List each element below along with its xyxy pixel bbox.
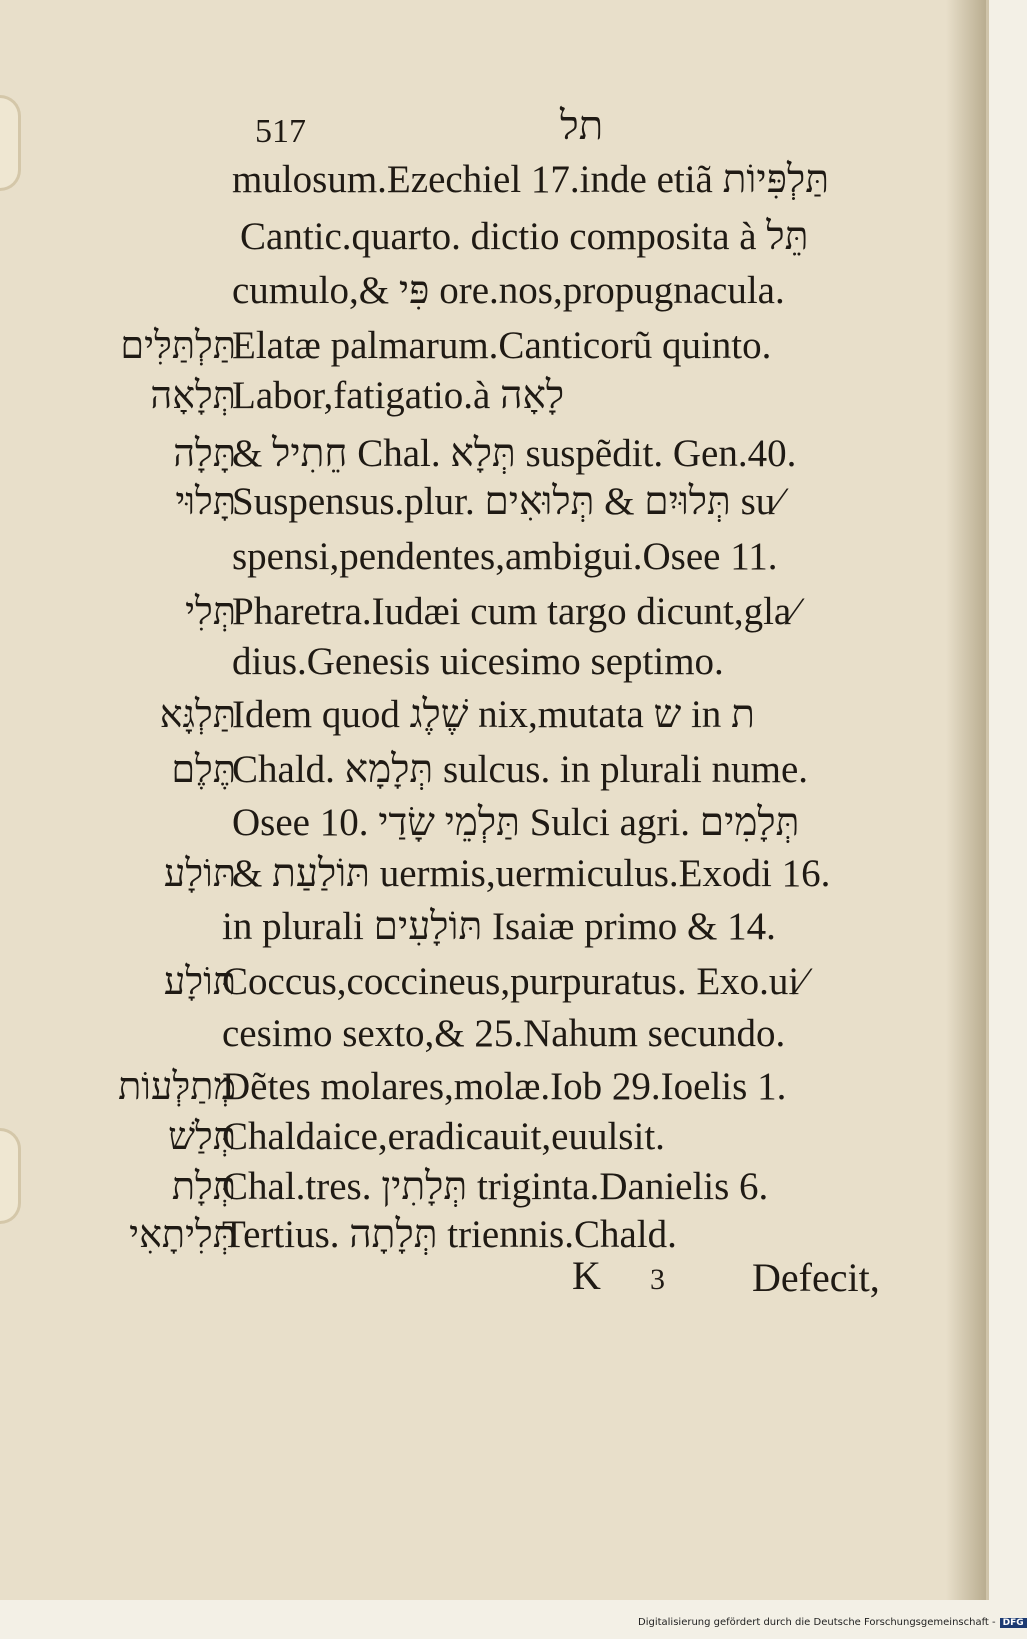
digitization-credit xyxy=(638,1617,1024,1628)
entry-text: Coccus,coccineus,purpuratus. Exo.ui⁄ xyxy=(222,960,806,1003)
entry-text: & תּוֹלַעַת uermis,uermiculus.Exodi 16. xyxy=(232,852,831,895)
headword: תֶּלֶם xyxy=(171,749,236,791)
signature-mark: K xyxy=(572,1253,601,1298)
signature-number: 3 xyxy=(650,1263,665,1296)
headword: תְּלַשׁ xyxy=(168,1116,236,1158)
entry-text: in plurali תּוֹלָעִים Isaiæ primo & 14. xyxy=(222,905,776,948)
headword: תּוֹלָע xyxy=(163,961,236,1003)
entry-text: Tertius. תְּלָתָה triennis.Chald. xyxy=(222,1213,677,1256)
catchword: Defecit, xyxy=(752,1255,880,1300)
headword: תָּלָה xyxy=(173,433,236,475)
dfg-logo: DFG xyxy=(1000,1618,1027,1628)
entry-text: mulosum.Ezechiel 17.inde etiã תַּלְפִּיוֹת xyxy=(232,158,830,201)
headword: תַּלְתַּלִּים xyxy=(120,325,236,367)
headword: תּוֹלָע xyxy=(163,853,236,895)
headword: תַּלְגָּא xyxy=(159,694,236,736)
page-edge-tab xyxy=(0,95,21,191)
entry-text: dius.Genesis uicesimo septimo. xyxy=(232,640,724,683)
entry-text: Labor,fatigatio.à לָאָה xyxy=(232,374,565,417)
entry-text: & חֵתִיל Chal. תְּלָא suspẽdit. Gen.40. xyxy=(232,432,797,475)
headword: תְּלִיתָאִי xyxy=(129,1214,236,1256)
entry-text: Idem quod שֶׁלֶג nix,mutata ש in ת xyxy=(232,693,755,736)
entry-text: Dẽtes molares,molæ.Iob 29.Ioelis 1. xyxy=(222,1065,787,1108)
entry-text: cesimo sexto,& 25.Nahum secundo. xyxy=(222,1012,786,1055)
entry-text: cumulo,& פִּי ore.nos,propugnacula. xyxy=(232,269,785,312)
entry-text: spensi,pendentes,ambigui.Osee 11. xyxy=(232,535,778,578)
page-edge-tab xyxy=(0,1128,21,1224)
headword: תְּלִי xyxy=(185,591,236,633)
entry-text: Chaldaice,eradicauit,euulsit. xyxy=(222,1115,665,1158)
entry-text: Chald. תְּלָמָא sulcus. in plurali nume. xyxy=(232,748,809,791)
headword: תְּלָת xyxy=(171,1166,236,1208)
page-gutter-shadow xyxy=(946,0,986,1600)
entry-text: Chal.tres. תְּלָתִין triginta.Danielis 6. xyxy=(222,1165,769,1208)
entry-text: Pharetra.Iudæi cum targo dicunt,gla⁄ xyxy=(232,590,798,633)
entry-text: Osee 10. תַּלְמֵי שָׂדַי Sulci agri. תְּלָמִים xyxy=(232,801,800,844)
digitization-note: Digitalisierung gefördert durch die Deutsche Forschungsgemeinschaft - xyxy=(638,1617,996,1628)
headword: תְּלָאָה xyxy=(150,375,236,417)
headword: תָּלוּי xyxy=(175,481,236,523)
running-head: תל xyxy=(560,103,604,148)
headword: מְתַלְּעוֹת xyxy=(118,1066,236,1108)
entry-text: Suspensus.plur. תְּלוּיִם & תְּלוּאִים su⁄ xyxy=(232,480,782,523)
page-number: 517 xyxy=(255,113,306,150)
entry-text: Elatæ palmarum.Canticorũ quinto. xyxy=(232,324,772,367)
entry-text: Cantic.quarto. dictio composita à תֵּל xyxy=(240,215,809,258)
